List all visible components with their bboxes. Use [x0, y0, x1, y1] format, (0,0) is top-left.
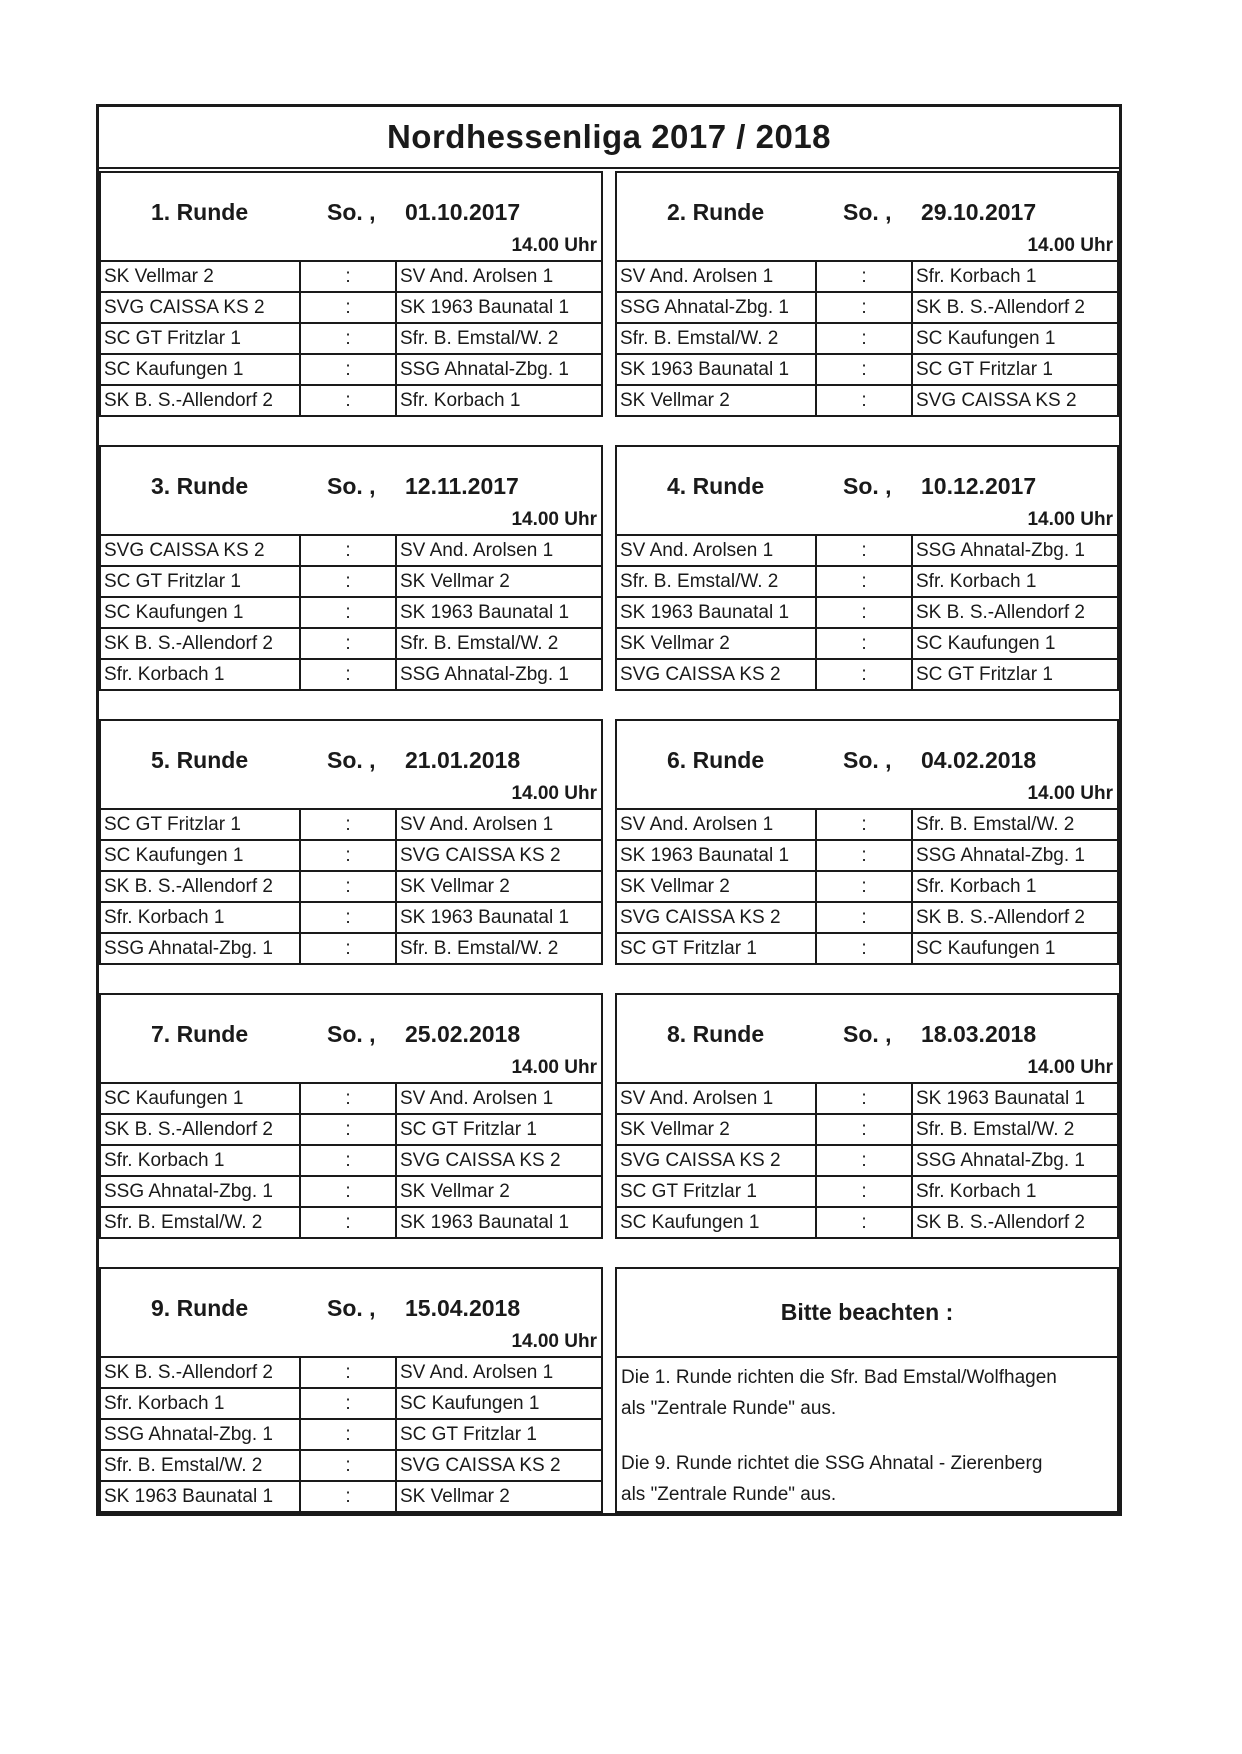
round-day: So. , — [327, 1021, 376, 1047]
score-separator: : — [301, 386, 397, 415]
home-team: SC Kaufungen 1 — [101, 1084, 301, 1113]
round-header — [101, 1267, 601, 1358]
note-box — [615, 1267, 1119, 1513]
home-team: SC Kaufungen 1 — [101, 841, 301, 870]
match-row — [617, 841, 1117, 872]
round-date: 29.10.2017 — [921, 199, 1037, 225]
home-team: SK 1963 Baunatal 1 — [617, 841, 817, 870]
score-separator: : — [301, 598, 397, 627]
home-team: SV And. Arolsen 1 — [617, 536, 817, 565]
match-row — [617, 262, 1117, 293]
home-team: SC Kaufungen 1 — [617, 1208, 817, 1237]
away-team: SSG Ahnatal-Zbg. 1 — [916, 844, 1085, 866]
round-header — [617, 719, 1117, 810]
away-team: SK Vellmar 2 — [400, 570, 510, 592]
score-separator: : — [817, 386, 913, 415]
away-team: SC Kaufungen 1 — [916, 937, 1056, 959]
score-separator: : — [817, 1084, 913, 1113]
round-header — [617, 171, 1117, 262]
home-team: SC Kaufungen 1 — [101, 355, 301, 384]
away-team: SV And. Arolsen 1 — [400, 813, 554, 835]
away-team: SSG Ahnatal-Zbg. 1 — [400, 663, 569, 685]
home-team: SK B. S.-Allendorf 2 — [101, 872, 301, 901]
score-separator: : — [817, 629, 913, 658]
match-row — [101, 536, 601, 567]
round-day: So. , — [327, 747, 376, 773]
away-team: SSG Ahnatal-Zbg. 1 — [916, 1149, 1085, 1171]
match-row — [101, 810, 601, 841]
score-separator: : — [301, 567, 397, 596]
round-header — [617, 993, 1117, 1084]
away-team: Sfr. Korbach 1 — [916, 1180, 1037, 1202]
score-separator: : — [817, 1208, 913, 1237]
score-separator: : — [817, 934, 913, 963]
home-team: Sfr. Korbach 1 — [101, 1146, 301, 1175]
score-separator: : — [301, 841, 397, 870]
round-block — [615, 171, 1119, 417]
away-team: SVG CAISSA KS 2 — [400, 844, 561, 866]
home-team: SVG CAISSA KS 2 — [617, 660, 817, 689]
away-team: SSG Ahnatal-Zbg. 1 — [916, 539, 1085, 561]
round-time: 14.00 Uhr — [511, 1057, 597, 1078]
round-day: So. , — [843, 1021, 892, 1047]
home-team: SK 1963 Baunatal 1 — [617, 598, 817, 627]
home-team: SSG Ahnatal-Zbg. 1 — [101, 934, 301, 963]
round-day: So. , — [327, 473, 376, 499]
away-team: SK Vellmar 2 — [400, 1180, 510, 1202]
away-team: Sfr. Korbach 1 — [916, 875, 1037, 897]
note-line: als "Zentrale Runde" aus. — [621, 1398, 837, 1419]
away-team: SK B. S.-Allendorf 2 — [916, 601, 1085, 623]
score-separator: : — [817, 355, 913, 384]
away-team: SC GT Fritzlar 1 — [400, 1423, 537, 1445]
home-team: Sfr. Korbach 1 — [101, 1389, 301, 1418]
round-time: 14.00 Uhr — [1027, 509, 1113, 530]
round-name: 1. Runde — [151, 199, 249, 225]
match-row — [101, 1451, 601, 1482]
score-separator: : — [817, 598, 913, 627]
score-separator: : — [817, 841, 913, 870]
score-separator: : — [301, 629, 397, 658]
away-team: Sfr. Korbach 1 — [400, 389, 521, 411]
score-separator: : — [301, 903, 397, 932]
round-day: So. , — [843, 747, 892, 773]
match-row — [101, 1420, 601, 1451]
round-header — [101, 445, 601, 536]
note-line: Die 9. Runde richtet die SSG Ahnatal - Zierenberg — [621, 1453, 1043, 1474]
match-row — [101, 386, 601, 415]
match-row — [617, 536, 1117, 567]
note-title: Bitte beachten : — [617, 1267, 1117, 1358]
match-row — [101, 1389, 601, 1420]
away-team: Sfr. Korbach 1 — [916, 265, 1037, 287]
score-separator: : — [301, 1420, 397, 1449]
away-team: Sfr. B. Emstal/W. 2 — [400, 632, 559, 654]
match-row — [617, 810, 1117, 841]
home-team: SK B. S.-Allendorf 2 — [101, 1115, 301, 1144]
away-team: SK Vellmar 2 — [400, 875, 510, 897]
note-line: Die 1. Runde richten die Sfr. Bad Emstal/Wolfhagen — [621, 1367, 1057, 1388]
home-team: SC GT Fritzlar 1 — [617, 1177, 817, 1206]
match-row — [101, 872, 601, 903]
home-team: Sfr. B. Emstal/W. 2 — [101, 1451, 301, 1480]
round-name: 9. Runde — [151, 1295, 249, 1321]
round-block — [99, 1267, 603, 1513]
match-row — [101, 841, 601, 872]
match-row — [101, 324, 601, 355]
note-paragraph — [621, 1362, 1113, 1424]
match-row — [101, 598, 601, 629]
score-separator: : — [301, 293, 397, 322]
home-team: SC Kaufungen 1 — [101, 598, 301, 627]
round-name: 6. Runde — [667, 747, 765, 773]
away-team: SVG CAISSA KS 2 — [916, 389, 1077, 411]
away-team: SV And. Arolsen 1 — [400, 265, 554, 287]
home-team: SVG CAISSA KS 2 — [617, 1146, 817, 1175]
away-team: SC GT Fritzlar 1 — [916, 358, 1053, 380]
away-team: SK B. S.-Allendorf 2 — [916, 296, 1085, 318]
match-row — [617, 660, 1117, 689]
away-team: Sfr. B. Emstal/W. 2 — [400, 327, 559, 349]
score-separator: : — [301, 872, 397, 901]
match-row — [101, 293, 601, 324]
round-block — [99, 719, 603, 965]
round-block — [99, 445, 603, 691]
home-team: SK Vellmar 2 — [617, 629, 817, 658]
round-header — [101, 171, 601, 262]
away-team: Sfr. Korbach 1 — [916, 570, 1037, 592]
round-day: So. , — [327, 1295, 376, 1321]
round-block — [615, 445, 1119, 691]
home-team: SSG Ahnatal-Zbg. 1 — [617, 293, 817, 322]
round-block — [615, 719, 1119, 965]
home-team: SK B. S.-Allendorf 2 — [101, 629, 301, 658]
score-separator: : — [817, 567, 913, 596]
round-date: 01.10.2017 — [405, 199, 521, 225]
match-row — [617, 1084, 1117, 1115]
score-separator: : — [817, 872, 913, 901]
match-row — [617, 1146, 1117, 1177]
home-team: SC GT Fritzlar 1 — [101, 810, 301, 839]
home-team: SVG CAISSA KS 2 — [101, 293, 301, 322]
match-row — [617, 1177, 1117, 1208]
match-row — [101, 1358, 601, 1389]
away-team: SV And. Arolsen 1 — [400, 539, 554, 561]
score-separator: : — [817, 324, 913, 353]
home-team: Sfr. Korbach 1 — [101, 903, 301, 932]
page-title: Nordhessenliga 2017 / 2018 — [99, 107, 1119, 169]
score-separator: : — [301, 324, 397, 353]
home-team: Sfr. Korbach 1 — [101, 660, 301, 689]
score-separator: : — [301, 660, 397, 689]
home-team: SSG Ahnatal-Zbg. 1 — [101, 1420, 301, 1449]
match-row — [617, 934, 1117, 963]
round-time: 14.00 Uhr — [511, 1331, 597, 1352]
round-day: So. , — [327, 199, 376, 225]
score-separator: : — [301, 1115, 397, 1144]
match-row — [101, 262, 601, 293]
match-row — [617, 598, 1117, 629]
score-separator: : — [817, 262, 913, 291]
score-separator: : — [301, 1084, 397, 1113]
match-row — [101, 1115, 601, 1146]
score-separator: : — [301, 1451, 397, 1480]
round-date: 18.03.2018 — [921, 1021, 1037, 1047]
away-team: SV And. Arolsen 1 — [400, 1087, 554, 1109]
match-row — [101, 1177, 601, 1208]
round-header — [101, 993, 601, 1084]
match-row — [617, 324, 1117, 355]
home-team: Sfr. B. Emstal/W. 2 — [617, 324, 817, 353]
score-separator: : — [301, 355, 397, 384]
round-time: 14.00 Uhr — [511, 235, 597, 256]
home-team: SV And. Arolsen 1 — [617, 262, 817, 291]
home-team: SC GT Fritzlar 1 — [617, 934, 817, 963]
match-row — [101, 934, 601, 963]
home-team: SC GT Fritzlar 1 — [101, 324, 301, 353]
home-team: SK Vellmar 2 — [101, 262, 301, 291]
match-row — [101, 660, 601, 689]
round-name: 2. Runde — [667, 199, 765, 225]
score-separator: : — [301, 1389, 397, 1418]
score-separator: : — [817, 293, 913, 322]
score-separator: : — [301, 1482, 397, 1511]
score-separator: : — [301, 934, 397, 963]
away-team: SK B. S.-Allendorf 2 — [916, 1211, 1085, 1233]
home-team: Sfr. B. Emstal/W. 2 — [101, 1208, 301, 1237]
round-date: 12.11.2017 — [405, 473, 519, 499]
round-name: 3. Runde — [151, 473, 249, 499]
round-day: So. , — [843, 199, 892, 225]
home-team: SVG CAISSA KS 2 — [617, 903, 817, 932]
match-row — [617, 1208, 1117, 1237]
home-team: SK 1963 Baunatal 1 — [617, 355, 817, 384]
match-row — [101, 1208, 601, 1237]
away-team: SC Kaufungen 1 — [400, 1392, 540, 1414]
note-paragraph — [621, 1448, 1113, 1510]
away-team: SC Kaufungen 1 — [916, 632, 1056, 654]
home-team: SK Vellmar 2 — [617, 386, 817, 415]
round-header — [101, 719, 601, 810]
away-team: SK 1963 Baunatal 1 — [400, 601, 570, 623]
away-team: Sfr. B. Emstal/W. 2 — [916, 1118, 1075, 1140]
match-row — [101, 355, 601, 386]
home-team: SV And. Arolsen 1 — [617, 810, 817, 839]
round-time: 14.00 Uhr — [1027, 1057, 1113, 1078]
score-separator: : — [301, 1208, 397, 1237]
match-row — [101, 1482, 601, 1511]
note-line: als "Zentrale Runde" aus. — [621, 1484, 837, 1505]
home-team: SK Vellmar 2 — [617, 872, 817, 901]
round-name: 7. Runde — [151, 1021, 249, 1047]
match-row — [101, 903, 601, 934]
round-name: 4. Runde — [667, 473, 765, 499]
round-day: So. , — [843, 473, 892, 499]
score-separator: : — [301, 810, 397, 839]
match-row — [617, 903, 1117, 934]
away-team: SC GT Fritzlar 1 — [400, 1118, 537, 1140]
away-team: SK 1963 Baunatal 1 — [400, 906, 570, 928]
match-row — [617, 629, 1117, 660]
home-team: Sfr. B. Emstal/W. 2 — [617, 567, 817, 596]
round-date: 25.02.2018 — [405, 1021, 521, 1047]
round-date: 15.04.2018 — [405, 1295, 521, 1321]
home-team: SK B. S.-Allendorf 2 — [101, 1358, 301, 1387]
score-separator: : — [817, 1115, 913, 1144]
round-block — [99, 171, 603, 417]
score-separator: : — [817, 1177, 913, 1206]
score-separator: : — [817, 536, 913, 565]
round-time: 14.00 Uhr — [511, 509, 597, 530]
score-separator: : — [301, 262, 397, 291]
score-separator: : — [817, 810, 913, 839]
home-team: SSG Ahnatal-Zbg. 1 — [101, 1177, 301, 1206]
match-row — [617, 872, 1117, 903]
score-separator: : — [817, 1146, 913, 1175]
away-team: Sfr. B. Emstal/W. 2 — [400, 937, 559, 959]
away-team: SK B. S.-Allendorf 2 — [916, 906, 1085, 928]
away-team: SK 1963 Baunatal 1 — [400, 1211, 570, 1233]
home-team: SK Vellmar 2 — [617, 1115, 817, 1144]
round-block — [99, 993, 603, 1239]
rounds-grid — [99, 169, 1119, 1513]
score-separator: : — [301, 1358, 397, 1387]
match-row — [101, 629, 601, 660]
schedule-sheet — [96, 104, 1122, 1516]
score-separator: : — [817, 903, 913, 932]
away-team: Sfr. B. Emstal/W. 2 — [916, 813, 1075, 835]
away-team: SV And. Arolsen 1 — [400, 1361, 554, 1383]
home-team: SK 1963 Baunatal 1 — [101, 1482, 301, 1511]
match-row — [617, 355, 1117, 386]
round-time: 14.00 Uhr — [1027, 783, 1113, 804]
match-row — [101, 1084, 601, 1115]
round-name: 8. Runde — [667, 1021, 765, 1047]
round-date: 04.02.2018 — [921, 747, 1037, 773]
round-time: 14.00 Uhr — [1027, 235, 1113, 256]
round-time: 14.00 Uhr — [511, 783, 597, 804]
note-body — [617, 1358, 1117, 1509]
away-team: SC GT Fritzlar 1 — [916, 663, 1053, 685]
away-team: SK 1963 Baunatal 1 — [400, 296, 570, 318]
home-team: SK B. S.-Allendorf 2 — [101, 386, 301, 415]
round-date: 10.12.2017 — [921, 473, 1037, 499]
home-team: SC GT Fritzlar 1 — [101, 567, 301, 596]
match-row — [617, 567, 1117, 598]
away-team: SC Kaufungen 1 — [916, 327, 1056, 349]
away-team: SSG Ahnatal-Zbg. 1 — [400, 358, 569, 380]
score-separator: : — [301, 536, 397, 565]
round-block — [615, 993, 1119, 1239]
match-row — [617, 293, 1117, 324]
score-separator: : — [817, 660, 913, 689]
match-row — [101, 567, 601, 598]
round-header — [617, 445, 1117, 536]
away-team: SK 1963 Baunatal 1 — [916, 1087, 1086, 1109]
match-row — [617, 1115, 1117, 1146]
round-date: 21.01.2018 — [405, 747, 521, 773]
away-team: SVG CAISSA KS 2 — [400, 1454, 561, 1476]
home-team: SV And. Arolsen 1 — [617, 1084, 817, 1113]
home-team: SVG CAISSA KS 2 — [101, 536, 301, 565]
score-separator: : — [301, 1146, 397, 1175]
away-team: SVG CAISSA KS 2 — [400, 1149, 561, 1171]
away-team: SK Vellmar 2 — [400, 1485, 510, 1507]
score-separator: : — [301, 1177, 397, 1206]
round-name: 5. Runde — [151, 747, 249, 773]
match-row — [617, 386, 1117, 415]
match-row — [101, 1146, 601, 1177]
